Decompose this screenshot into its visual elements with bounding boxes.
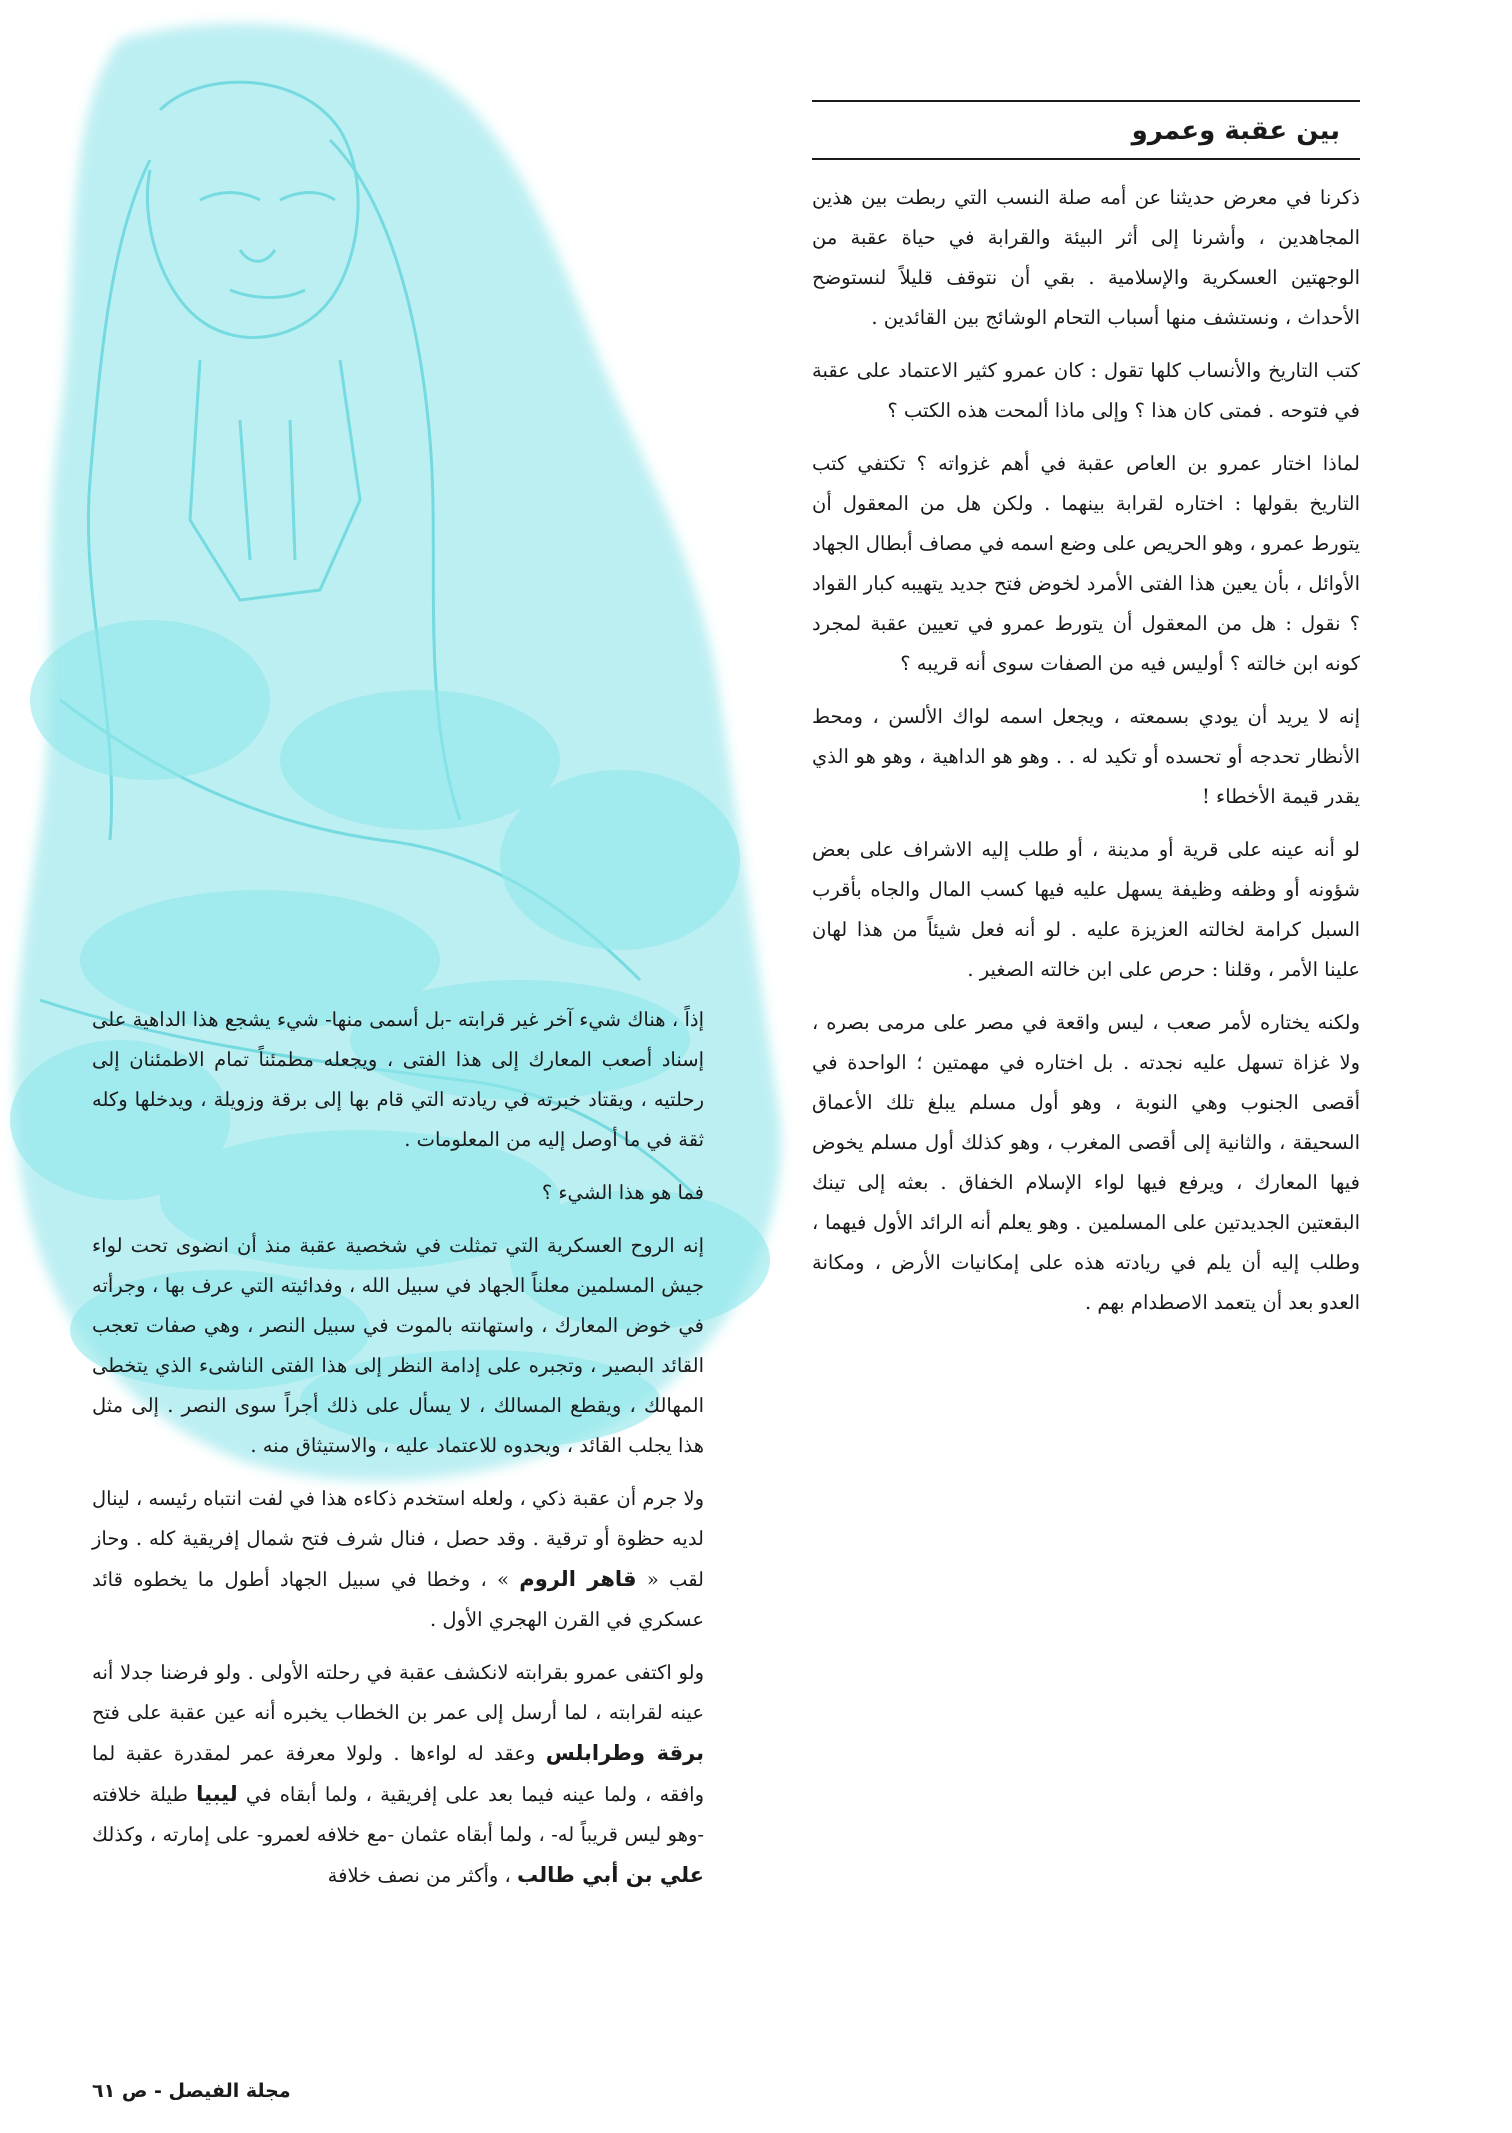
text-run: ولو اكتفى عمرو بقرابته لانكشف عقبة في رحلته الأولى . ولو فرضنا جدلا أنه عينه لقرابته ، لما أرسل إلى عمر بن الخطاب يخبره أنه عين عقبة على فتح [92,1661,704,1724]
title-rule-bottom [812,158,1360,160]
paragraph [92,1479,704,1640]
left-column [92,1000,704,1909]
text-run: طيلة خلافته -وهو ليس قريباً له- ، ولما أبقاه عثمان -مع خلافه لعمرو- على إمارته ، وكذلك [92,1783,704,1846]
article-title: بين عقبة وعمرو [1131,116,1340,146]
paragraph: ولكنه يختاره لأمر صعب ، ليس واقعة في مصر على مرمى بصره ، ولا غزاة تسهل عليه نجدته . بل اختاره في مهمتين ؛ الواحدة في أقصى الجنوب وهي النوبة ، وهو أول مسلم يبلغ تلك الأعماق السحيقة ، والثانية إلى أقصى المغرب ، وهو كذلك أول مسلم يخوض فيها المعارك ، ويرفع فيها لواء الإسلام الخفاق . بعثه إلى تينك البقعتين الجديدتين على المسلمين . وهو يعلم أنه الرائد الأول فيهما ، وطلب إليه أن يلم في ريادته هذه على إمكانيات الأرض ، ومكانة العدو بعد أن يتعمد الاصطدام بهم . [812,1011,1360,1314]
highlight-name: علي بن أبي طالب [517,1863,704,1887]
right-column [812,100,1360,1336]
text-run: ولا جرم أن عقبة ذكي ، ولعله استخدم ذكاءه هذا في لفت انتباه رئيسه ، لينال لديه حظوة أو ترقية . وقد حصل ، فنال شرف فتح شمال إفريقية كله . وحاز لقب « [92,1487,705,1591]
paragraph: إنه لا يريد أن يودي بسمعته ، ويجعل اسمه لواك الألسن ، ومحط الأنظار تحدجه أو تحسده أو تكيد له . . وهو هو الداهية ، وهو هو الذي يقدر قيمة الأخطاء ! [812,705,1360,808]
paragraph: ذكرنا في معرض حديثنا عن أمه صلة النسب التي ربطت بين هذين المجاهدين ، وأشرنا إلى أثر البيئة والقرابة في حياة عقبة من الوجهتين العسكرية والإسلامية . بقي أن نتوقف قليلاً لنستوضح الأحداث ، ونستشف منها أسباب التحام الوشائج بين القائدين . [812,186,1360,329]
paragraph: إنه الروح العسكرية التي تمثلت في شخصية عقبة منذ أن انضوى تحت لواء جيش المسلمين معلناً الجهاد في سبيل الله ، وفدائيته التي عرف بها ، وجرأته في خوض المعارك ، واستهانته بالموت في سبيل النصر ، وهي صفات تعجب القائد البصير ، وتجبره على إدامة النظر إلى هذا الفتى الناشىء الذي يتخطى المهالك ، ويقطع المسالك ، لا يسأل على ذلك أجراً سوى النصر . إلى مثل هذا يجلب القائد ، ويحدوه للاعتماد عليه ، والاستيثاق منه . [92,1234,704,1457]
paragraph: كتب التاريخ والأنساب كلها تقول : كان عمرو كثير الاعتماد على عقبة في فتوحه . فمتى كان هذا ؟ وإلى ماذا ألمحت هذه الكتب ؟ [812,359,1360,422]
paragraph: فما هو هذا الشيء ؟ [541,1181,704,1204]
highlight-place: ليبيا [196,1782,238,1806]
paragraph: إذاً ، هناك شيء آخر غير قرابته -بل أسمى منها- شيء يشجع هذا الداهية على إسناد أصعب المعارك إلى هذا الفتى ، ويجعله مطمئناً تمام الاطمئنان إلى رحلتيه ، ويقتاد خبرته في ريادته التي قام بها إلى برقة وزويلة ، ويدخلها وكله ثقة في ما أوصل إليه من المعلومات . [92,1008,704,1151]
paragraph: لو أنه عينه على قرية أو مدينة ، أو طلب إليه الاشراف على بعض شؤونه أو وظفه وظيفة يسهل عليه فيها كسب المال والجاه بأقرب السبل كرامة لخالته العزيزة عليه . لو أنه فعل شيئاً من هذا لهان علينا الأمر ، وقلنا : حرص على ابن خالته الصغير . [812,838,1360,981]
highlight-title: قاهر الروم [519,1567,637,1591]
text-run: ، وأكثر من نصف خلافة [327,1864,517,1887]
text-run: » ، وخطا في سبيل الجهاد أطول ما يخطوه قائد عسكري في القرن الهجري الأول . [92,1568,704,1631]
paragraph: لماذا اختار عمرو بن العاص عقبة في أهم غزواته ؟ تكتفي كتب التاريخ بقولها : اختاره لقرابة بينهما . ولكن هل من المعقول أن يتورط عمرو ، وهو الحريص على وضع اسمه في مصاف أبطال الجهاد الأوائل ، بأن يعين هذا الفتى الأمرد لخوض فتح جديد يتهيبه كبار القواد ؟ نقول : هل من المعقول أن يتورط عمرو في تعيين عقبة لمجرد كونه ابن خالته ؟ أوليس فيه من الصفات سوى أنه قريبه ؟ [812,452,1360,675]
text-run: وعقد له لواءها . ولولا معرفة عمر لمقدرة عقبة لما وافقه ، ولما عينه فيما بعد على إفريقية ، ولما أبقاه في [92,1742,705,1806]
page-footer: مجلة الفيصل - ص ٦١ [92,2080,291,2102]
paragraph [92,1653,704,1896]
highlight-place: برقة وطرابلس [545,1741,705,1765]
